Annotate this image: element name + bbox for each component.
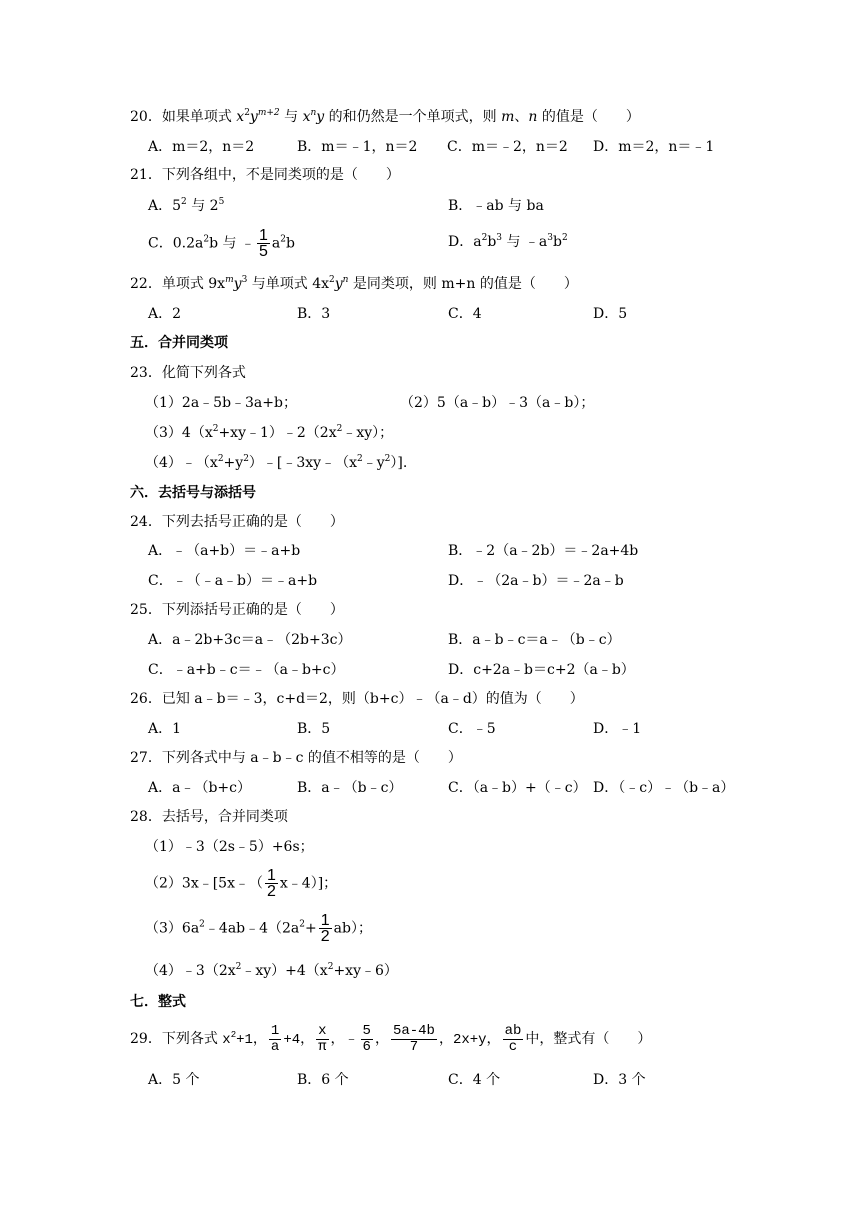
question-text: 下列各式中与 a﹣b﹣c 的值不相等的是（ ） (161, 750, 462, 766)
question-29 (130, 1022, 651, 1057)
var: x (302, 109, 311, 125)
question-20 (130, 108, 640, 126)
numerator: 1 (258, 227, 268, 244)
q27-option-a[interactable]: A．a﹣（b+c） (148, 780, 251, 796)
part-text: ﹣y (362, 455, 385, 471)
expr-text: +4， (283, 1032, 315, 1048)
q23-part-2: （2）5（a﹣b）﹣3（a﹣b）； (400, 395, 595, 411)
expr-text: ， (438, 1032, 453, 1048)
exp: 2 (181, 197, 187, 207)
question-number: 29． (130, 1031, 162, 1047)
expr-text: 2x+y， (452, 1032, 501, 1048)
exp: 2 (230, 1030, 237, 1040)
q28-part-3 (145, 913, 372, 944)
exp: 3 (241, 275, 248, 285)
q27-option-b[interactable]: B．a﹣（b﹣c） (297, 780, 403, 796)
var: m (501, 109, 515, 125)
exp: 2 (327, 962, 334, 972)
q23-part-4 (145, 454, 407, 472)
q22-text: 是同类项，则 m+n 的值是（ ） (348, 276, 578, 292)
question-text: 去括号，合并同类项 (161, 809, 288, 825)
q24-option-d[interactable]: D．﹣（2a﹣b）＝﹣2a﹣b (448, 573, 624, 589)
fraction (269, 1024, 281, 1055)
part-text: （3）6a (145, 920, 200, 937)
part-text: （4）﹣（x (145, 455, 218, 471)
var: y (249, 109, 258, 125)
numerator: 1 (266, 867, 276, 884)
numerator: 1 (270, 1022, 280, 1039)
q24-option-a[interactable]: A．﹣（a+b）＝﹣a+b (148, 543, 301, 559)
numerator: 5a-4b (392, 1022, 435, 1039)
question-27 (130, 749, 462, 767)
q20-option-d[interactable]: D．m＝2，n＝﹣1 (593, 139, 715, 155)
q26-option-b[interactable]: B．5 (297, 721, 331, 737)
exp: 2 (336, 424, 343, 434)
part-text: +y (223, 455, 244, 471)
question-number: 25． (130, 602, 162, 618)
question-number: 21． (130, 167, 162, 183)
part-text: （3）4（x (145, 425, 213, 441)
fraction (257, 228, 270, 259)
numerator: 5 (362, 1022, 371, 1039)
q29-option-c[interactable]: C．4 个 (448, 1072, 501, 1088)
exp: 2 (244, 108, 250, 118)
part-text: ）﹣[﹣3xy﹣（x (248, 455, 357, 471)
question-number: 27． (130, 750, 162, 766)
part-text: ﹣xy）； (342, 425, 394, 441)
denominator: 6 (362, 1038, 371, 1055)
expr-text: +1， (236, 1032, 267, 1048)
q24-option-b[interactable]: B．﹣2（a﹣2b）＝﹣2a+4b (448, 543, 639, 559)
q24-option-c[interactable]: C．﹣（﹣a﹣b）＝﹣a+b (148, 573, 318, 589)
q26-option-a[interactable]: A．1 (148, 721, 182, 737)
q20-option-b[interactable]: B．m＝﹣1，n＝2 (297, 139, 418, 155)
q21-option-d[interactable] (448, 233, 568, 251)
question-number: 26． (130, 691, 162, 707)
exp: 2 (481, 233, 488, 243)
denominator: π (318, 1038, 327, 1055)
q20-text: 的值是（ ） (537, 109, 640, 125)
exp: 2 (561, 233, 568, 243)
part-text: ﹣xy）+4（x (241, 963, 328, 979)
q22-option-c[interactable]: C．4 (448, 306, 482, 322)
fraction (319, 913, 332, 944)
question-24 (130, 513, 344, 531)
q29-option-d[interactable]: D．3 个 (593, 1072, 646, 1088)
part-text: （2）3x﹣[5x﹣（ (145, 875, 263, 892)
part-text: ab）； (333, 920, 372, 937)
numerator: 1 (320, 912, 330, 929)
expr-text: x (222, 1032, 231, 1048)
part-text: + (305, 920, 317, 937)
exp: 2 (235, 962, 242, 972)
var: y (316, 109, 325, 125)
exp: 2 (329, 275, 335, 285)
q21-option-c[interactable] (148, 228, 295, 259)
q25-option-c[interactable]: C．﹣a+b﹣c＝﹣（a﹣b+c） (148, 662, 345, 678)
expr-text: ， (374, 1032, 389, 1048)
exp: m+2 (257, 108, 280, 118)
q22-option-b[interactable]: B．3 (297, 306, 331, 322)
fraction (316, 1024, 328, 1055)
q20-option-c[interactable]: C．m＝﹣2，n＝2 (447, 139, 568, 155)
opt-text: D．a (448, 234, 482, 250)
q28-part-4 (145, 962, 398, 980)
q29-option-a[interactable]: A．5 个 (148, 1072, 200, 1088)
fraction (361, 1024, 373, 1055)
question-21 (130, 166, 400, 184)
part-text: +xy﹣6） (333, 963, 398, 979)
fraction (265, 868, 278, 899)
exp: 2 (357, 454, 363, 464)
section-heading: 五．合并同类项 (130, 335, 228, 351)
part-text: （4）﹣3（2x (145, 963, 236, 979)
part-text: ﹣4ab﹣4（2a (204, 920, 300, 937)
opt-text: b 与 ﹣ (209, 235, 255, 252)
numerator: ab (504, 1022, 522, 1039)
question-number: 23． (130, 365, 162, 381)
question-26 (130, 690, 584, 708)
exp: 2 (203, 234, 210, 245)
exp: 3 (496, 233, 503, 243)
denominator: 5 (258, 243, 268, 260)
exp: 5 (218, 197, 225, 207)
q20-text: 的和仍然是一个单项式，则 (324, 109, 502, 125)
question-22 (130, 275, 578, 293)
exp: 2 (384, 454, 391, 464)
opt-text: C．0.2a (148, 235, 204, 252)
q22-option-a[interactable]: A．2 (148, 306, 182, 322)
part-text: ）]. (390, 455, 408, 471)
var: n (528, 109, 538, 125)
exp: 2 (199, 919, 205, 930)
q23-part-1: （1）2a﹣5b﹣3a+b； (145, 395, 297, 411)
question-text: 下列去括号正确的是（ ） (161, 514, 344, 530)
question-number: 28． (130, 809, 162, 825)
question-25 (130, 601, 344, 619)
question-text: 下列添括号正确的是（ ） (161, 602, 344, 618)
q29-text: 下列各式 (161, 1031, 223, 1047)
var: y (233, 276, 242, 292)
question-text: 下列各组中，不是同类项的是（ ） (161, 167, 400, 183)
question-text: 已知 a﹣b＝﹣3，c+d＝2，则（b+c）﹣（a﹣d）的值为（ ） (161, 691, 584, 707)
var: y (334, 276, 343, 292)
opt-text: 与 ﹣a (502, 234, 548, 250)
exp: 2 (243, 454, 249, 464)
denominator: 7 (409, 1038, 419, 1055)
opt-text: A．5 (148, 198, 182, 214)
q29-text: 中，整式有（ ） (525, 1031, 652, 1047)
q28-part-1: （1）﹣3（2s﹣5）+6s； (145, 839, 314, 855)
q21-option-a[interactable] (148, 197, 224, 215)
expr-text: ﹣ (344, 1032, 359, 1048)
expr-text: ， (330, 1032, 345, 1048)
section-heading: 六．去括号与添括号 (130, 485, 256, 501)
q20-option-a[interactable]: A．m＝2，n＝2 (148, 139, 255, 155)
q25-option-d[interactable]: D．c+2a﹣b＝c+2（a﹣b） (448, 662, 635, 678)
question-number: 22． (130, 276, 162, 292)
exp: 3 (547, 233, 553, 243)
fraction (391, 1024, 437, 1055)
question-number: 24． (130, 514, 162, 530)
question-text: 化简下列各式 (161, 365, 246, 381)
exp: 2 (280, 234, 286, 245)
fraction (503, 1024, 524, 1055)
q20-text: 、 (514, 109, 529, 125)
q27-option-d[interactable]: D．（﹣c）﹣（b﹣a） (593, 780, 735, 796)
opt-text: 与 2 (186, 198, 219, 214)
q25-option-b[interactable]: B．a﹣b﹣c＝a﹣（b﹣c） (448, 632, 621, 648)
denominator: c (508, 1038, 518, 1055)
exp: n (342, 275, 349, 285)
q26-option-c[interactable]: C．﹣5 (448, 721, 496, 737)
var: x (236, 109, 245, 125)
q21-option-b[interactable]: B．﹣ab 与 ba (448, 198, 544, 214)
exp: 2 (299, 919, 306, 930)
opt-text: b (285, 235, 295, 252)
expression (222, 1032, 267, 1048)
q20-text: 与 (279, 109, 303, 125)
denominator: 2 (266, 883, 276, 900)
opt-text: b (487, 234, 497, 250)
question-23 (130, 364, 246, 382)
q22-text: 单项式 9x (161, 276, 226, 292)
denominator: a (270, 1038, 280, 1055)
q22-option-d[interactable]: D．5 (593, 306, 628, 322)
exp: m (225, 275, 234, 285)
opt-text: b (553, 234, 562, 250)
q20-text: 如果单项式 (161, 109, 237, 125)
opt-text: a (271, 235, 281, 252)
q22-text: 与单项式 4x (247, 276, 329, 292)
exp: 2 (212, 424, 219, 434)
question-28 (130, 808, 288, 826)
part-text: x﹣4）]； (279, 875, 338, 892)
exp: n (310, 108, 317, 118)
q25-option-a[interactable]: A．a﹣2b+3c＝a﹣（2b+3c） (148, 632, 352, 648)
q23-part-3 (145, 424, 393, 442)
exp: 2 (217, 454, 224, 464)
denominator: 2 (320, 928, 330, 945)
part-text: +xy﹣1）﹣2（2x (218, 425, 337, 441)
q27-option-c[interactable]: C．（a﹣b）+（﹣c） (448, 780, 587, 796)
numerator: x (318, 1022, 327, 1039)
section-heading: 七．整式 (130, 994, 186, 1010)
q26-option-d[interactable]: D．﹣1 (593, 721, 642, 737)
q28-part-2 (145, 868, 337, 899)
q29-option-b[interactable]: B．6 个 (297, 1072, 349, 1088)
question-number: 20． (130, 109, 162, 125)
